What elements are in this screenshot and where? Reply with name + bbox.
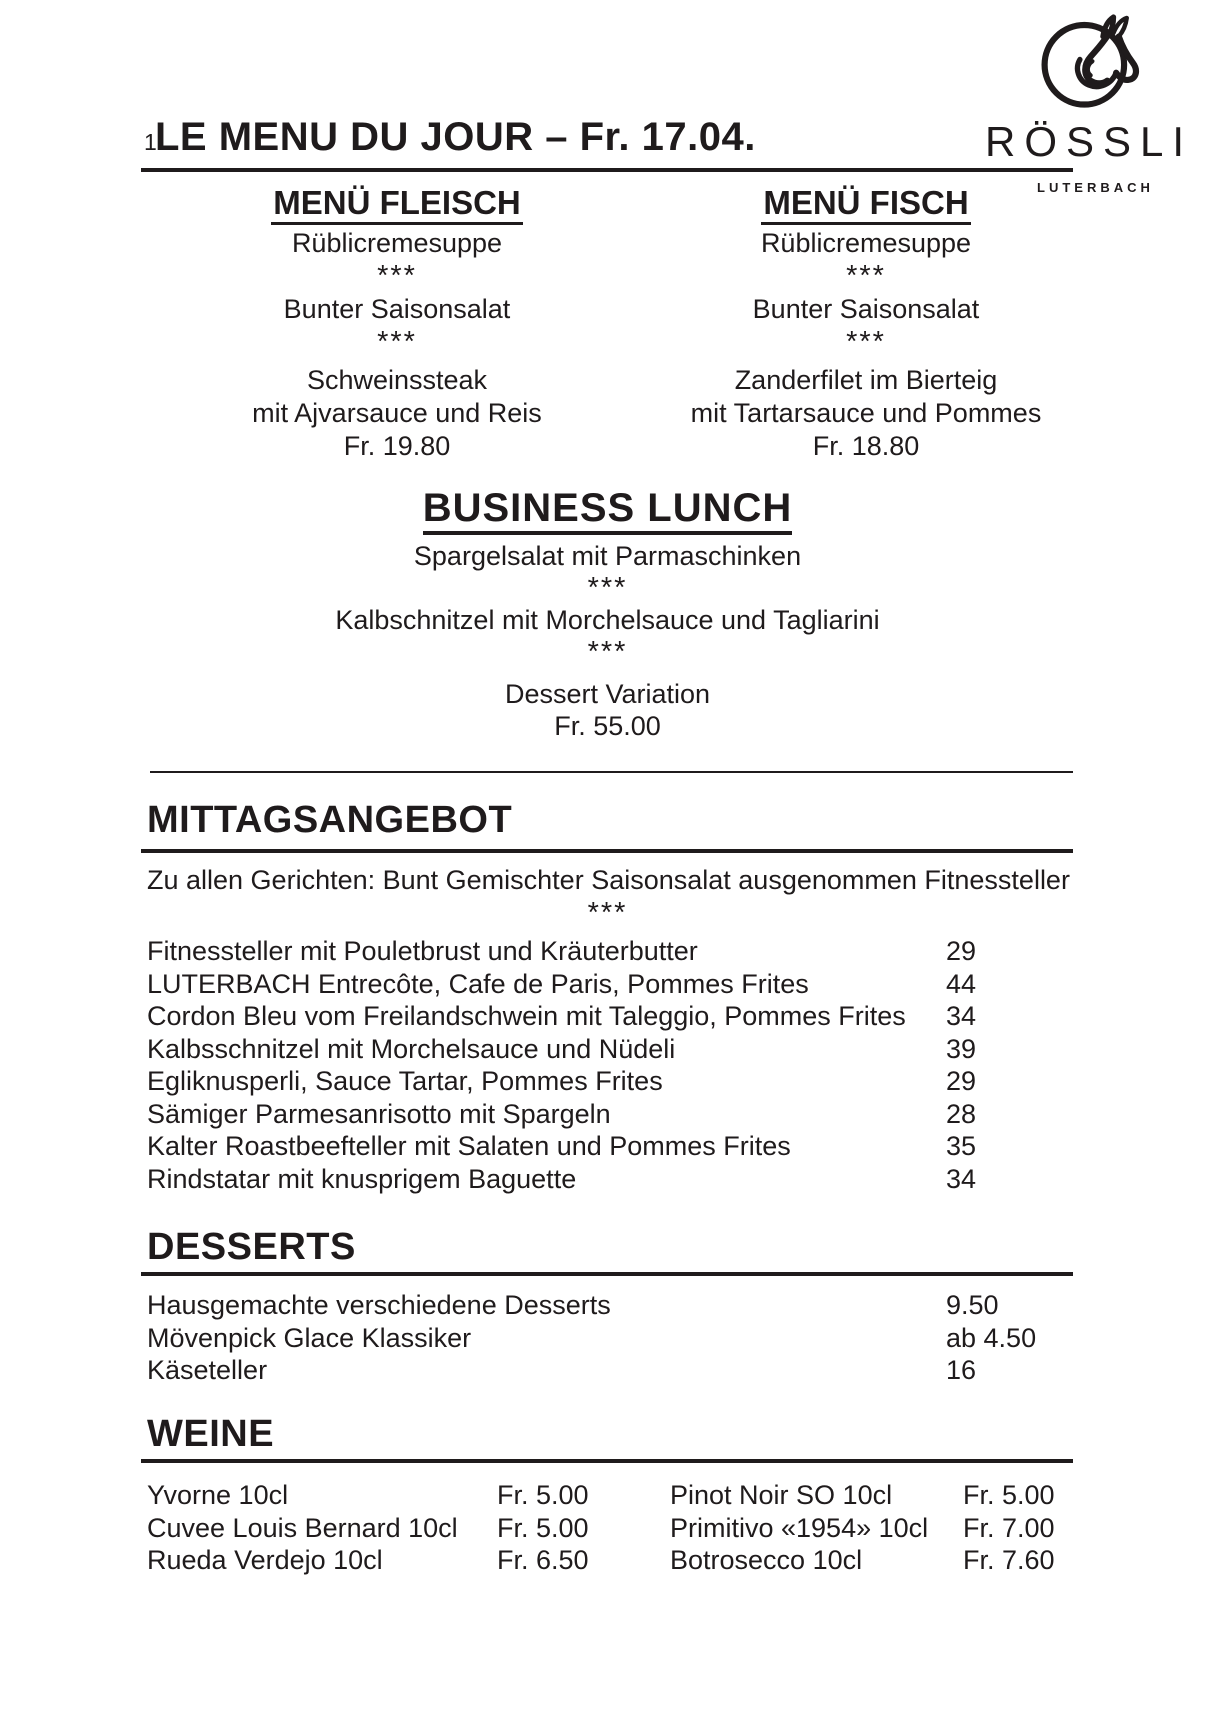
item-name: Egliknusperli, Sauce Tartar, Pommes Frites: [147, 1066, 663, 1096]
menu-item-row: [147, 935, 1080, 968]
course-line: Dessert Variation: [504, 679, 711, 709]
wine-price: Fr. 5.00: [963, 1480, 1055, 1510]
horse-head-icon: [1034, 8, 1140, 118]
course-line: Kalbschnitzel mit Morchelsauce und Tagliarini: [335, 605, 880, 635]
menu-fisch-heading: MENÜ FISCH: [761, 185, 970, 225]
course-line: Rüblicremesuppe: [760, 228, 972, 258]
business-lunch-section: [141, 487, 1074, 742]
logo-location: LUTERBACH: [1037, 180, 1154, 195]
page-number: 1: [144, 129, 157, 155]
menu-item-row: [147, 1322, 1080, 1355]
desserts-rule: [141, 1272, 1073, 1276]
item-name: Fitnessteller mit Pouletbrust und Kräuterbutter: [147, 936, 698, 966]
weine-list: [147, 1479, 1147, 1577]
wine-row: [147, 1479, 1147, 1512]
course-separator: ***: [377, 260, 417, 292]
item-name: Hausgemachte verschiedene Desserts: [147, 1290, 611, 1320]
wine-price: Fr. 5.00: [497, 1480, 589, 1510]
menu-item-row: [147, 1065, 1080, 1098]
course-line: Schweinssteak: [306, 365, 488, 395]
course-separator: ***: [587, 897, 628, 929]
menu-item-row: [147, 1130, 1080, 1163]
course-line: mit Ajvarsauce und Reis: [252, 398, 542, 428]
mittagsangebot-heading: MITTAGSANGEBOT: [147, 799, 513, 841]
course-line: Bunter Saisonsalat: [283, 294, 511, 324]
item-price: 35: [946, 1131, 977, 1161]
menu-item-row: [147, 1000, 1080, 1033]
wine-name: Rueda Verdejo 10cl: [147, 1545, 383, 1575]
item-price: 34: [946, 1001, 977, 1031]
menu-item-row: [147, 1033, 1080, 1066]
wine-row: [147, 1512, 1147, 1545]
page-title: LE MENU DU JOUR – Fr. 17.04.: [155, 115, 756, 159]
restaurant-logo: [980, 4, 1210, 204]
item-price: 29: [946, 936, 977, 966]
course-line: mit Tartarsauce und Pommes: [690, 398, 1042, 428]
weine-heading: WEINE: [147, 1413, 275, 1455]
item-price: 9.50: [946, 1290, 999, 1320]
wine-name: Cuvee Louis Bernard 10cl: [147, 1512, 458, 1543]
item-price: 34: [946, 1163, 977, 1194]
course-line: Spargelsalat mit Parmaschinken: [413, 541, 802, 571]
wine-price: Fr. 7.60: [963, 1545, 1055, 1575]
course-price: Fr. 18.80: [812, 431, 920, 461]
item-price: 16: [946, 1355, 977, 1385]
wine-price: Fr. 7.00: [963, 1512, 1055, 1543]
course-separator: ***: [587, 572, 628, 604]
menu-fisch-column: [666, 185, 1066, 463]
course-line: Zanderfilet im Bierteig: [734, 365, 998, 395]
menu-fleisch-heading: MENÜ FLEISCH: [271, 185, 523, 225]
course-separator: ***: [846, 260, 886, 292]
desserts-item-list: [147, 1289, 1080, 1387]
title-divider: [141, 168, 1073, 172]
menu-item-row: [147, 1163, 1080, 1196]
item-name: Sämiger Parmesanrisotto mit Spargeln: [147, 1098, 611, 1129]
item-name: LUTERBACH Entrecôte, Cafe de Paris, Pommes Frites: [147, 968, 809, 999]
course-price: Fr. 19.80: [343, 431, 451, 461]
menu-fleisch-column: [197, 185, 597, 463]
course-price: Fr. 55.00: [554, 711, 661, 741]
item-price: 44: [946, 968, 977, 999]
item-name: Kalbsschnitzel mit Morchelsauce und Nüdeli: [147, 1033, 676, 1064]
mittagsangebot-note: Zu allen Gerichten: Bunt Gemischter Saisonsalat ausgenommen Fitnessteller: [147, 865, 1070, 895]
desserts-heading: DESSERTS: [147, 1226, 356, 1268]
course-separator: ***: [587, 636, 628, 668]
course-line: Rüblicremesuppe: [291, 228, 503, 258]
item-name: Mövenpick Glace Klassiker: [147, 1322, 472, 1353]
wine-name: Yvorne 10cl: [147, 1480, 289, 1510]
course-separator: ***: [377, 326, 417, 358]
wine-name: Botrosecco 10cl: [670, 1545, 863, 1575]
menu-item-row: [147, 1098, 1080, 1131]
business-lunch-heading: BUSINESS LUNCH: [423, 487, 793, 535]
wine-price: Fr. 5.00: [497, 1512, 589, 1543]
course-separator: ***: [846, 326, 886, 358]
wine-name: Primitivo «1954» 10cl: [670, 1512, 929, 1543]
menu-item-row: [147, 1354, 1080, 1387]
wine-name: Pinot Noir SO 10cl: [670, 1480, 893, 1510]
wine-price: Fr. 6.50: [497, 1545, 589, 1575]
wine-row: [147, 1544, 1147, 1577]
item-name: Rindstatar mit knusprigem Baguette: [147, 1163, 577, 1194]
weine-rule: [141, 1459, 1073, 1463]
mittagsangebot-rule: [141, 849, 1073, 853]
menu-item-row: [147, 1289, 1080, 1322]
mittagsangebot-item-list: [147, 935, 1080, 1195]
item-price: 39: [946, 1033, 977, 1064]
item-price: 29: [946, 1066, 977, 1096]
menu-item-row: [147, 968, 1080, 1001]
item-name: Cordon Bleu vom Freilandschwein mit Taleggio, Pommes Frites: [147, 1001, 906, 1031]
item-price: 28: [946, 1098, 977, 1129]
item-price: ab 4.50: [946, 1322, 1037, 1353]
course-line: Bunter Saisonsalat: [752, 294, 980, 324]
logo-brand-name: RÖSSLI: [985, 118, 1194, 165]
section-divider: [150, 771, 1073, 773]
item-name: Käseteller: [147, 1355, 268, 1385]
item-name: Kalter Roastbeefteller mit Salaten und Pommes Frites: [147, 1131, 791, 1161]
